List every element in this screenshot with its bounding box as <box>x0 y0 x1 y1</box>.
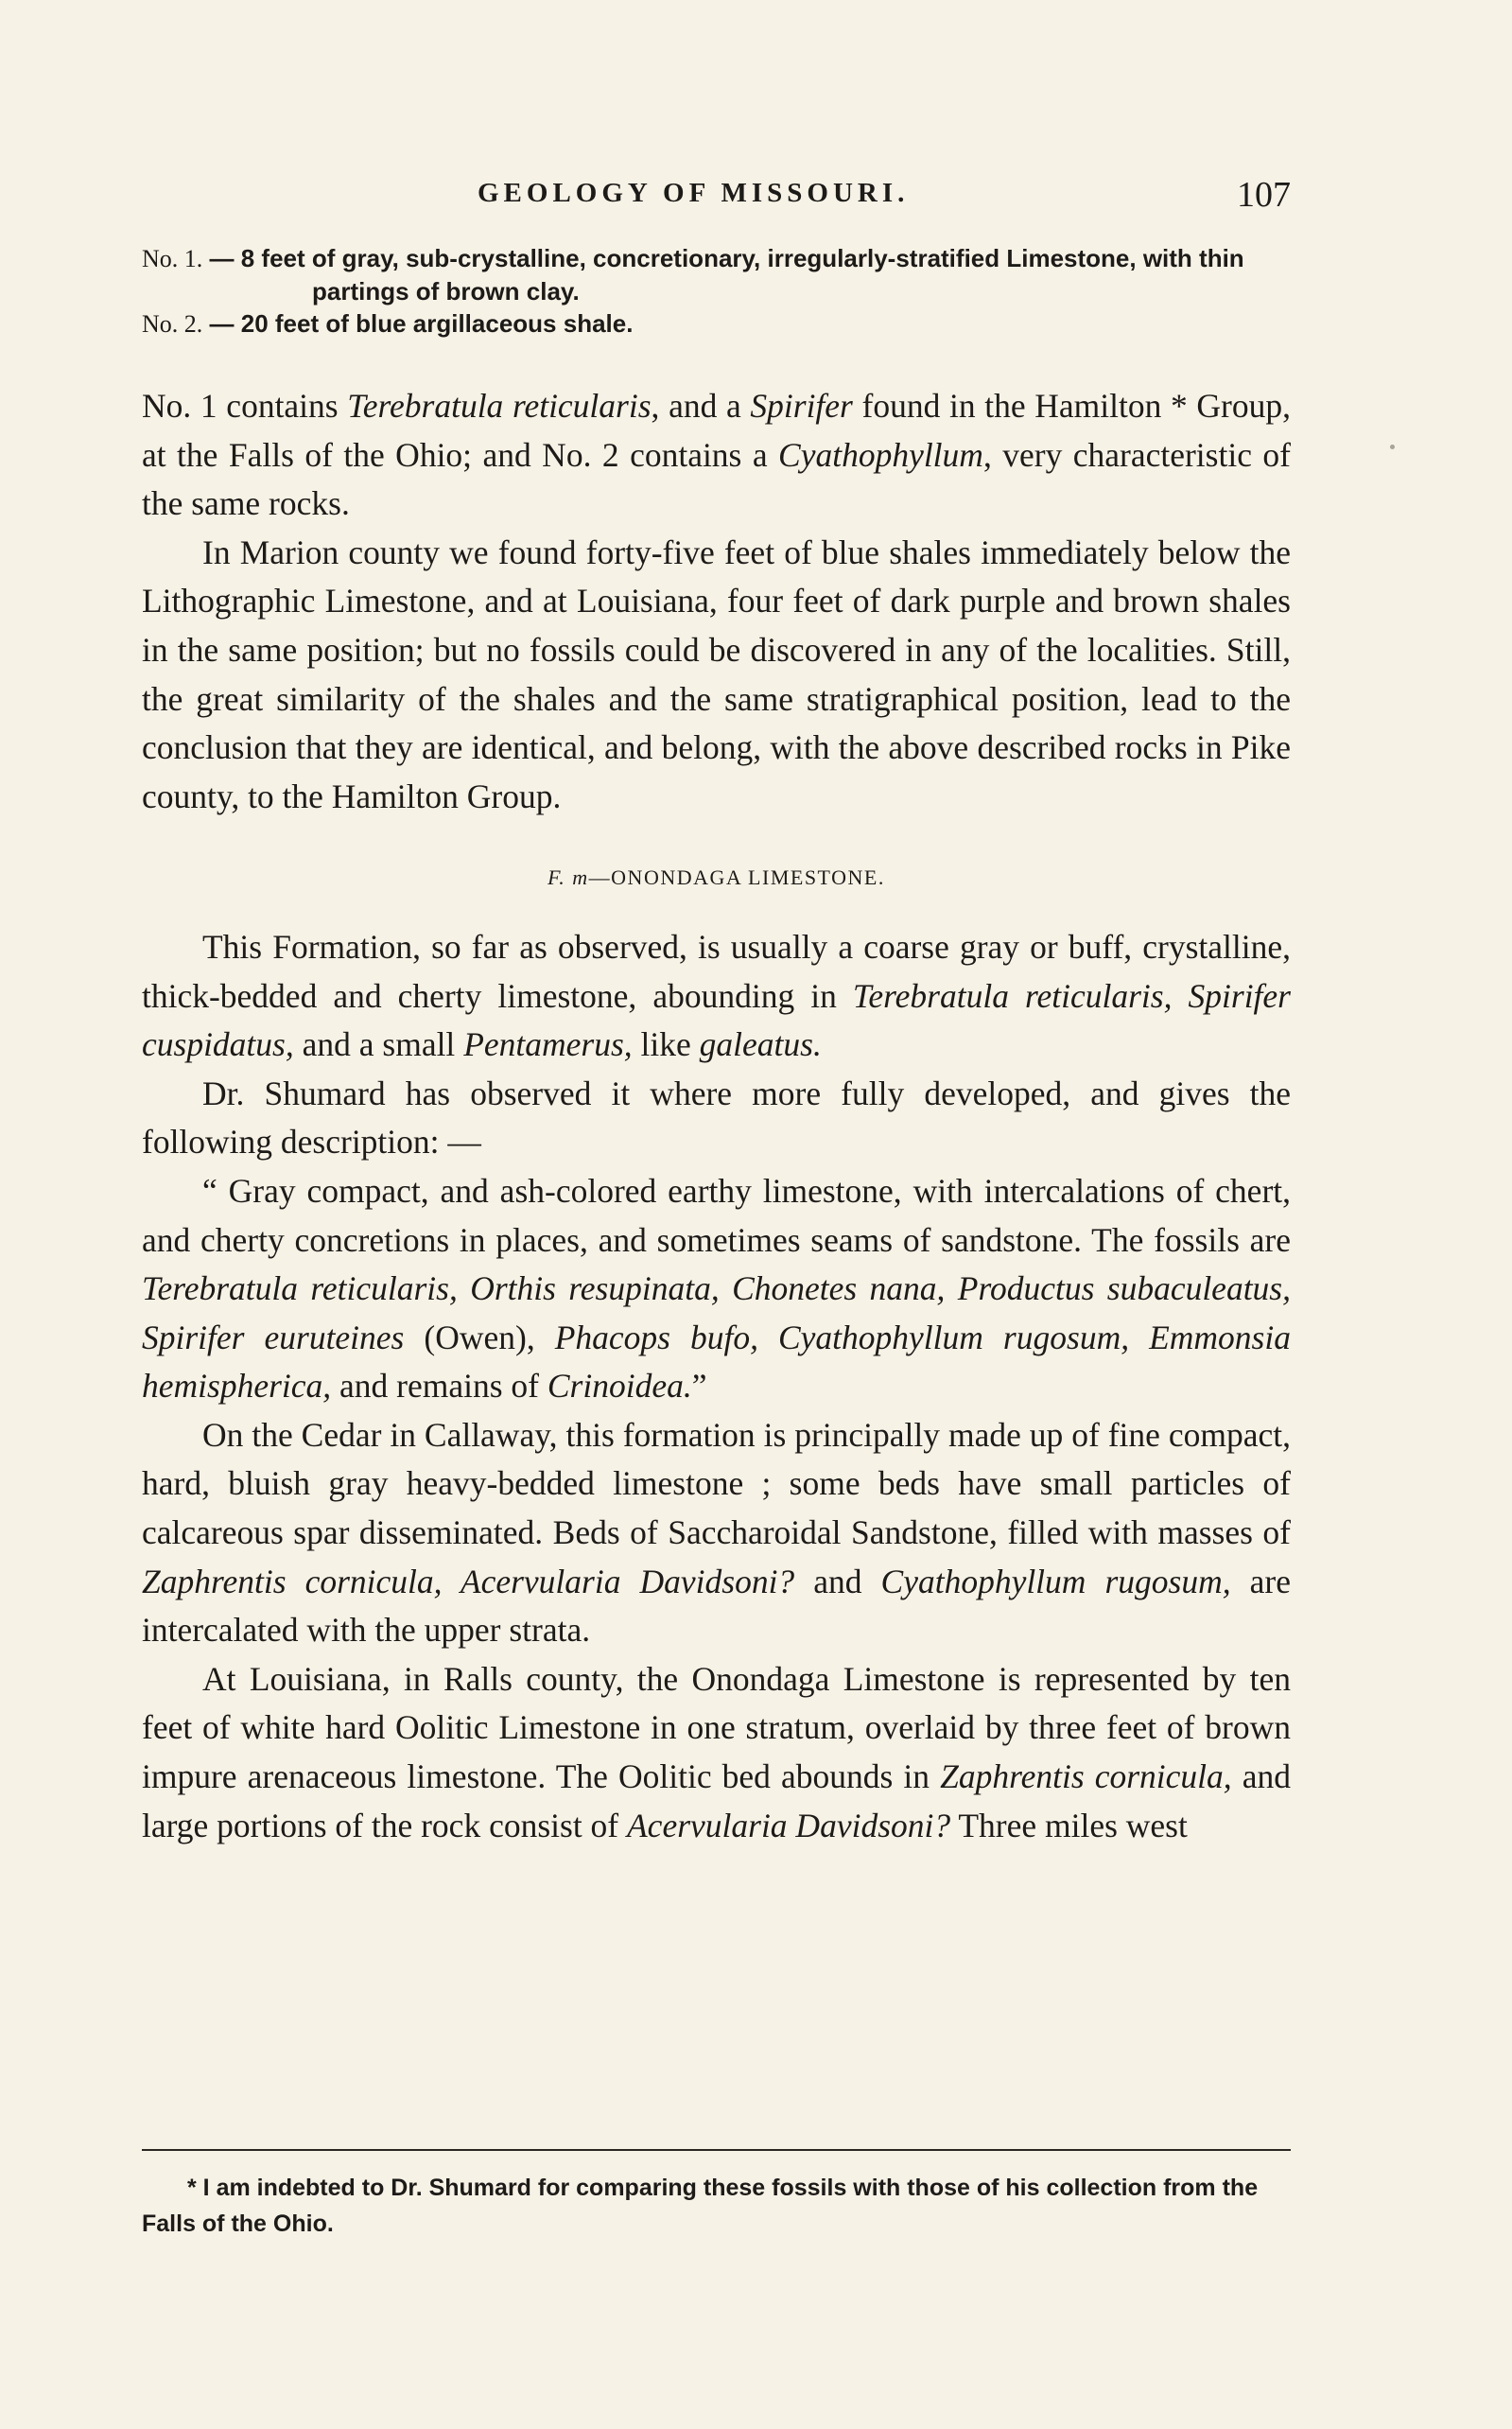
formation-name: —ONONDAGA LIMESTONE. <box>588 865 885 890</box>
quotation-paragraph: “ Gray compact, and ash-colored earthy limestone, with intercalations of chert, and cherty concretions in places, and sometimes seams of sandstone. The fossils are Terebratula reticularis, Orthis resupinata, Chonetes nana, Productus subaculeatus, Spirifer euruteines (Owen), Phacops bufo, Cyathophyllum rugosum, Emmonsia hemispherica, and remains of Crinoidea.” <box>142 1171 1291 1406</box>
paragraph: On the Cedar in Callaway, this formation is principally made up of fine compact, hard, bluish gray heavy-bedded limestone ; some beds have small particles of calcareous spar disseminated. Beds of Saccharoidal Sandstone, filled with masses of Zaphrentis cornicula, Acervularia Davidsoni? and Cyathophyllum rugosum, are intercalated with the upper strata. <box>142 1415 1291 1650</box>
formation-symbol: F. m <box>547 865 589 890</box>
paragraph: This Formation, so far as observed, is usually a coarse gray or buff, crystalline, thick-bedded and cherty limestone, abounding in Terebratula reticularis, Spirifer cuspidatus, and a small Pentamerus, like galeatus. <box>142 927 1291 1064</box>
book-page <box>142 161 1291 2393</box>
bed-description: — 20 feet of blue argillaceous shale. <box>209 309 634 338</box>
running-head <box>142 161 1291 236</box>
paragraph: In Marion county we found forty-five feet of blue shales immediately below the Lithographic Limestone, and at Louisiana, four feet of dark purple and brown shales in the same position; but no fossils could be discovered in any of the localities. Still, the great similarity of the shales and the same stratigraphical position, lead to the conclusion that they are identical, and belong, with the above described rocks in Pike county, to the Hamilton Group. <box>142 533 1291 815</box>
bed-label: No. 2. <box>142 310 203 338</box>
ink-speck <box>1390 445 1395 449</box>
formation-heading <box>142 853 1291 902</box>
running-title: GEOLOGY OF MISSOURI. <box>478 178 910 208</box>
section-row <box>142 242 1291 307</box>
paragraph: At Louisiana, in Ralls county, the Onondaga Limestone is represented by ten feet of white hard Oolitic Limestone in one stratum, overlaid by three feet of brown impure arenaceous limestone. The Oolitic bed abounds in Zaphrentis cornicula, and large portions of the rock consist of Acervularia Davidsoni? Three miles west <box>142 1659 1292 1844</box>
page-number: 107 <box>1237 175 1291 215</box>
paragraph: Dr. Shumard has observed it where more fully developed, and gives the following description: — <box>142 1074 1291 1162</box>
body-text <box>142 382 1291 1850</box>
section-table <box>142 242 1291 341</box>
footnote: * I am indebted to Dr. Shumard for comparing these fossils with those of his collection from the Falls of the Ohio. <box>142 2175 1259 2237</box>
section-row <box>142 307 1291 341</box>
bed-description: — 8 feet of gray, sub-crystalline, concretionary, irregularly-stratified Limestone, with thin partings of brown clay. <box>209 244 1244 306</box>
bed-label: No. 1. <box>142 245 203 272</box>
footnote-rule <box>142 2149 1291 2151</box>
paragraph: No. 1 contains Terebratula reticularis, and a Spirifer found in the Hamilton * Group, at the Falls of the Ohio; and No. 2 contains a Cyathophyllum, very characteristic of the same rocks. <box>142 387 1291 523</box>
